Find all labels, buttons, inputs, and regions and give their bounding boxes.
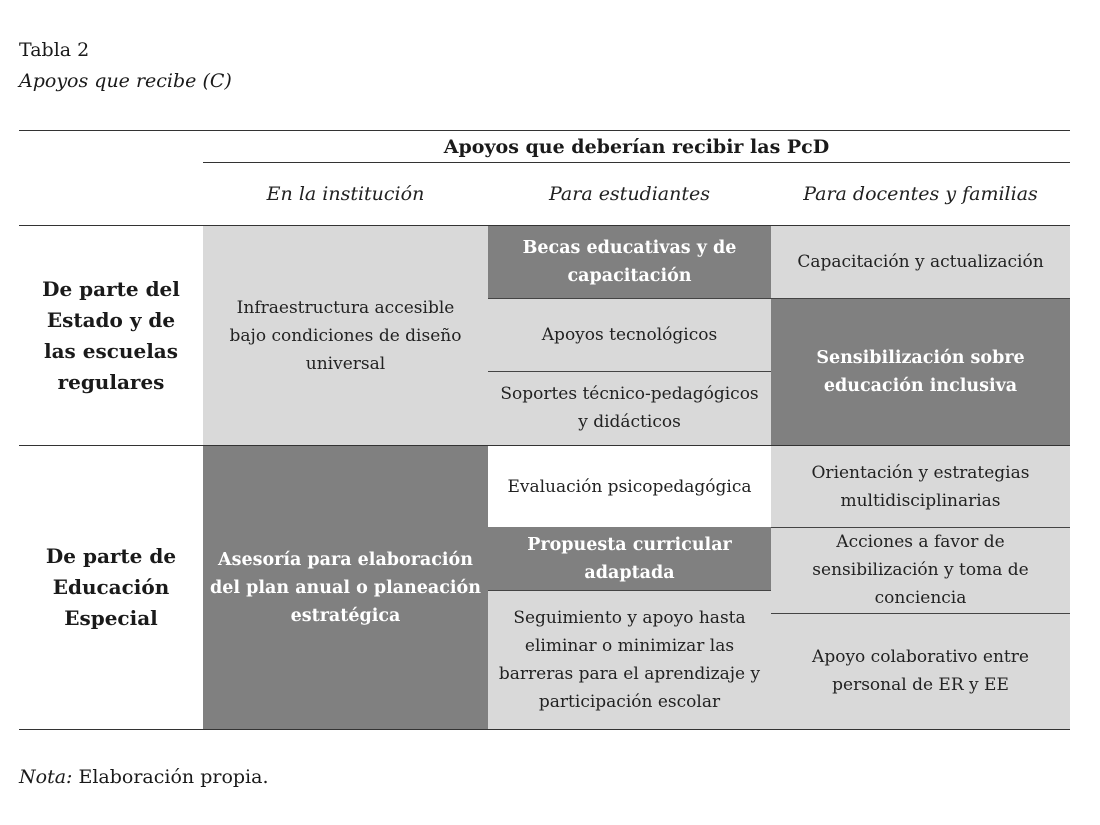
column-header-docentes: Para docentes y familias [803, 183, 1038, 205]
table-note [19, 766, 269, 788]
cell-orientacion: Orientación y estrategias multidisciplinarias [771, 446, 1070, 527]
cell-infraestructura: Infraestructura accesible bajo condiciones de diseño universal [203, 226, 488, 445]
cell-evaluacion: Evaluación psicopedagógica [488, 446, 771, 527]
cell-sensibilizacion-inclusiva: Sensibilización sobre educación inclusiva [771, 298, 1070, 445]
cell-becas: Becas educativas y de capacitación [488, 226, 771, 298]
row2-divider-c [771, 613, 1070, 614]
row1-divider-c [771, 298, 1070, 299]
table-number: Tabla 2 [19, 39, 90, 61]
note-text: Elaboración propia. [72, 766, 269, 788]
row1-divider-b [488, 371, 771, 372]
cell-asesoria: Asesoría para elaboración del plan anual o planeación estratégica [203, 446, 488, 729]
cell-soportes: Soportes técnico-pedagógicos y didácticos [488, 371, 771, 445]
row2-divider-b [771, 527, 1070, 528]
bottom-rule [19, 729, 1070, 730]
table-title: Apoyos que recibe (C) [19, 70, 232, 92]
cell-apoyos-tecnologicos: Apoyos tecnológicos [488, 298, 771, 371]
row2-divider-a [488, 590, 771, 591]
top-rule [19, 130, 1070, 131]
row1-divider-a [488, 298, 771, 299]
cell-capacitacion: Capacitación y actualización [771, 226, 1070, 298]
cell-acciones-sensibilizacion: Acciones a favor de sensibilización y toma de conciencia [771, 527, 1070, 613]
cell-propuesta-curricular: Propuesta curricular adaptada [488, 527, 771, 590]
note-label: Nota: [19, 766, 73, 788]
row-header-educacion-especial: De parte de Educación Especial [45, 544, 177, 630]
column-header-estudiantes: Para estudiantes [548, 183, 710, 205]
column-group-header: Apoyos que deberían recibir las PcD [443, 136, 830, 158]
row-header-estado: De parte del Estado y de las escuelas regulares [42, 276, 180, 394]
cell-seguimiento: Seguimiento y apoyo hasta eliminar o minimizar las barreras para el aprendizaje y participación escolar [488, 590, 771, 729]
column-header-institucion: En la institución [266, 183, 425, 205]
cell-apoyo-colaborativo: Apoyo colaborativo entre personal de ER y EE [771, 613, 1070, 729]
